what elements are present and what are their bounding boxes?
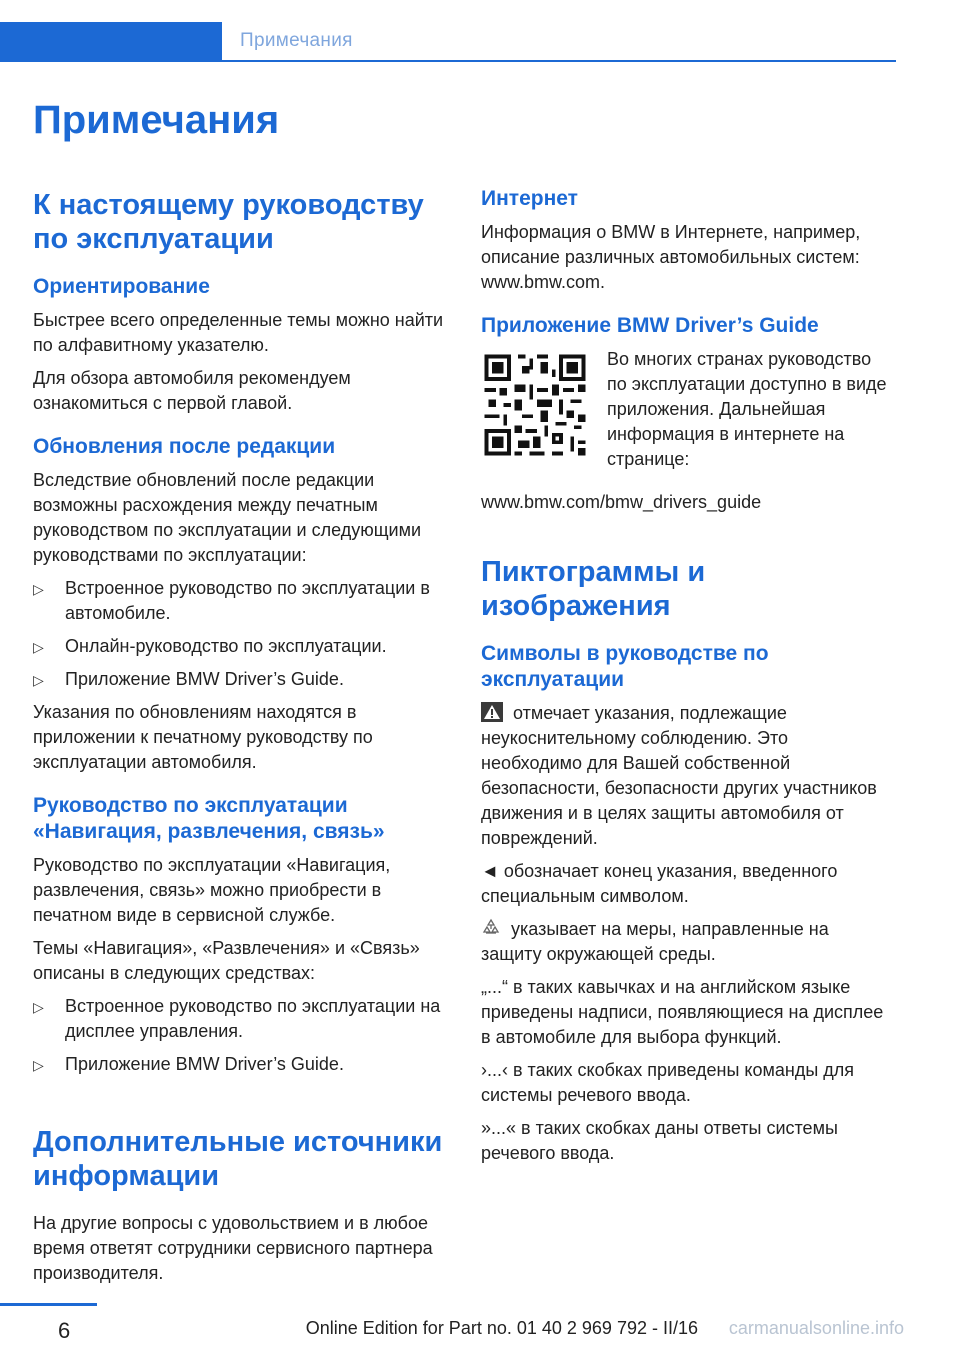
updates-paragraph-2: Указания по обновлениям находятся в приложении к печатному руководству по эксплуатации автомобиля. — [33, 702, 373, 772]
list-item: ▷ Встроенное руководство по эксплуатации на дисплее управления. — [33, 996, 441, 1041]
symbol-env-paragraph: указывает на меры, направленные на защиту окружающей среды. — [481, 919, 829, 964]
nav-manual-paragraph-2: Темы «Навигация», «Развлечения» и «Связь» описаны в следующих средствах: — [33, 938, 420, 983]
section-title-pictograms: Пиктограммы и изображения — [481, 556, 706, 622]
page-title: Примечания — [33, 98, 280, 142]
footer-watermark: carmanualsonline.info — [728, 1318, 904, 1338]
symbol-quotes-paragraph: „...“ в таких кавычках и на английском языке приведены надписи, появляющиеся на дисплее в автомобиле для выбора функций. — [481, 977, 884, 1047]
sources-paragraph: На другие вопросы с удовольствием и в любое время ответят сотрудники сервисного партнера производителя. — [33, 1213, 433, 1283]
nav-manual-list — [33, 994, 445, 1077]
orientation-paragraph-1: Быстрее всего определенные темы можно найти по алфавитному указателю. — [33, 310, 444, 355]
header-accent-bar — [0, 22, 222, 62]
app-paragraph: Во многих странах руководство по эксплуатации доступно в виде приложения. Дальнейшая информация в интернете на странице: — [607, 349, 887, 469]
bullet-triangle-icon: ▷ — [33, 1057, 44, 1073]
bullet-triangle-icon: ▷ — [33, 639, 44, 655]
section-title-manual: К настоящему руководству по эксплуатации — [33, 189, 424, 255]
heading-internet: Интернет — [481, 187, 578, 210]
list-item: ▷ Приложение BMW Driver’s Guide. — [33, 1052, 445, 1077]
orientation-paragraph-2: Для обзора автомобиля рекомендуем ознакомиться с первой главой. — [33, 368, 351, 413]
heading-updates: Обновления после редакции — [33, 435, 336, 458]
footer-edition: Online Edition for Part no. 01 40 2 969 792 - II/16 — [305, 1318, 698, 1338]
heading-orientation: Ориентирование — [33, 275, 210, 298]
app-url: www.bmw.com/bmw_drivers_guide — [481, 492, 762, 512]
bullet-triangle-icon: ▷ — [33, 672, 44, 688]
page-number: 6 — [58, 1318, 71, 1343]
updates-paragraph-1: Вследствие обновлений после редакции возможны расхождения между печатным руководством по эксплуатации и следующими руководствами по эксплуатации: — [33, 470, 421, 565]
left-column — [33, 188, 445, 1286]
footer-rule — [0, 1303, 97, 1306]
symbol-single-brackets-paragraph: ›...‹ в таких скобках приведены команды для системы речевого ввода. — [481, 1060, 855, 1105]
environment-icon — [481, 918, 501, 938]
section-title-sources: Дополнительные источники информации — [33, 1126, 443, 1192]
list-item: ▷ Онлайн-руководство по эксплуатации. — [33, 634, 445, 659]
heading-symbols: Символы в руководстве по эксплуатации — [481, 642, 769, 691]
running-title: Примечания — [240, 30, 353, 51]
symbol-warning-paragraph: отмечает указания, подлежащие неукоснительному соблюдению. Это необходимо для Вашей собственной безопасности, безопасности других участников движения и в целях защиты автомобиля от повреждений. — [481, 703, 877, 848]
bullet-triangle-icon: ▷ — [33, 999, 44, 1015]
updates-list — [33, 576, 445, 692]
warning-triangle-icon — [481, 702, 503, 722]
symbol-end-paragraph: ◄ обозначает конец указания, введенного специальным символом. — [481, 861, 838, 906]
bullet-triangle-icon: ▷ — [33, 581, 44, 597]
heading-app: Приложение BMW Driver’s Guide — [481, 314, 819, 337]
right-column — [481, 186, 893, 1166]
app-qr-row — [481, 347, 893, 472]
list-item: ▷ Встроенное руководство по эксплуатации в автомобиле. — [33, 578, 430, 623]
header-rule — [222, 60, 896, 62]
qr-code-icon — [481, 351, 589, 459]
heading-nav-manual: Руководство по эксплуатации «Навигация, развлечения, связь» — [33, 794, 385, 843]
nav-manual-paragraph-1: Руководство по эксплуатации «Навигация, развлечения, связь» можно приобрести в печатном виде в сервисной службе. — [33, 855, 391, 925]
internet-paragraph: Информация о BMW в Интернете, например, описание различных автомобильных систем: www.bmw.com. — [481, 222, 861, 292]
list-item: ▷ Приложение BMW Driver’s Guide. — [33, 667, 445, 692]
symbol-double-brackets-paragraph: »...« в таких скобках даны ответы системы речевого ввода. — [481, 1118, 838, 1163]
